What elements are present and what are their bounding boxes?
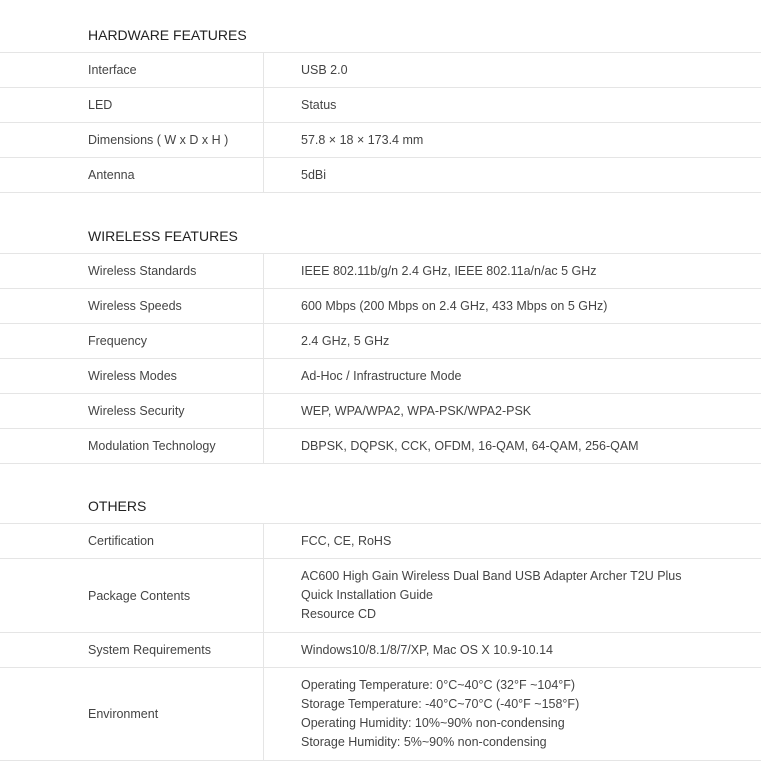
spec-row <box>0 559 761 633</box>
others-section <box>0 464 761 761</box>
spec-value-line: IEEE 802.11b/g/n 2.4 GHz, IEEE 802.11a/n/ac 5 GHz <box>301 263 597 278</box>
section-title: OTHERS <box>0 464 761 524</box>
spec-label: Wireless Modes <box>0 359 264 393</box>
hardware-features-section <box>0 0 761 193</box>
spec-label: Wireless Security <box>0 394 264 428</box>
spec-value <box>264 123 761 157</box>
spec-value <box>264 524 761 558</box>
spec-value-line: 57.8 × 18 × 173.4 mm <box>301 132 424 147</box>
spec-label: Interface <box>0 53 264 87</box>
spec-row <box>0 88 761 123</box>
spec-label: Wireless Speeds <box>0 289 264 323</box>
section-title: HARDWARE FEATURES <box>0 0 761 53</box>
spec-value <box>264 668 761 760</box>
spec-value-line: 5dBi <box>301 167 327 182</box>
spec-value-line: Storage Temperature: -40°C~70°C (-40°F ~158°F) <box>301 697 580 711</box>
spec-row <box>0 633 761 668</box>
spec-label: Wireless Standards <box>0 254 264 288</box>
spec-row <box>0 123 761 158</box>
section-title: WIRELESS FEATURES <box>0 193 761 254</box>
spec-label: Antenna <box>0 158 264 192</box>
spec-label: Certification <box>0 524 264 558</box>
spec-value-line: Operating Temperature: 0°C~40°C (32°F ~104°F) <box>301 678 576 692</box>
spec-value <box>264 289 761 323</box>
spec-value <box>264 254 761 288</box>
spec-value-line: Windows10/8.1/8/7/XP, Mac OS X 10.9-10.14 <box>301 642 553 657</box>
spec-value <box>264 429 761 463</box>
spec-label: Package Contents <box>0 559 264 632</box>
spec-row <box>0 359 761 394</box>
wireless-features-section <box>0 193 761 464</box>
spec-value <box>264 394 761 428</box>
spec-label: Frequency <box>0 324 264 358</box>
spec-value <box>264 324 761 358</box>
spec-value-line: Ad-Hoc / Infrastructure Mode <box>301 368 462 383</box>
spec-value <box>264 88 761 122</box>
spec-value-line: Quick Installation Guide <box>301 588 434 602</box>
spec-value-line: Status <box>301 97 337 112</box>
spec-value-line: DBPSK, DQPSK, CCK, OFDM, 16-QAM, 64-QAM, 256-QAM <box>301 438 639 453</box>
spec-value <box>264 559 761 632</box>
spec-value <box>264 633 761 667</box>
spec-row <box>0 53 761 88</box>
spec-value-line: Operating Humidity: 10%~90% non-condensing <box>301 716 565 730</box>
spec-row <box>0 324 761 359</box>
spec-value <box>264 53 761 87</box>
spec-label: LED <box>0 88 264 122</box>
spec-value <box>264 158 761 192</box>
spec-value <box>264 359 761 393</box>
spec-label: Modulation Technology <box>0 429 264 463</box>
spec-row <box>0 394 761 429</box>
spec-label: System Requirements <box>0 633 264 667</box>
spec-value-line: USB 2.0 <box>301 62 348 77</box>
spec-value-line: 600 Mbps (200 Mbps on 2.4 GHz, 433 Mbps on 5 GHz) <box>301 298 608 313</box>
spec-label: Environment <box>0 668 264 760</box>
spec-value-line: WEP, WPA/WPA2, WPA-PSK/WPA2-PSK <box>301 403 532 418</box>
spec-value-line: Resource CD <box>301 607 377 621</box>
spec-row <box>0 668 761 761</box>
spec-label: Dimensions ( W x D x H ) <box>0 123 264 157</box>
spec-row <box>0 289 761 324</box>
spec-row <box>0 254 761 289</box>
spec-value-line: AC600 High Gain Wireless Dual Band USB Adapter Archer T2U Plus <box>301 569 682 583</box>
spec-row <box>0 524 761 559</box>
spec-value-line: Storage Humidity: 5%~90% non-condensing <box>301 735 547 749</box>
spec-value-line: FCC, CE, RoHS <box>301 533 392 548</box>
spec-row <box>0 158 761 193</box>
spec-value-line: 2.4 GHz, 5 GHz <box>301 333 390 348</box>
spec-row <box>0 429 761 464</box>
